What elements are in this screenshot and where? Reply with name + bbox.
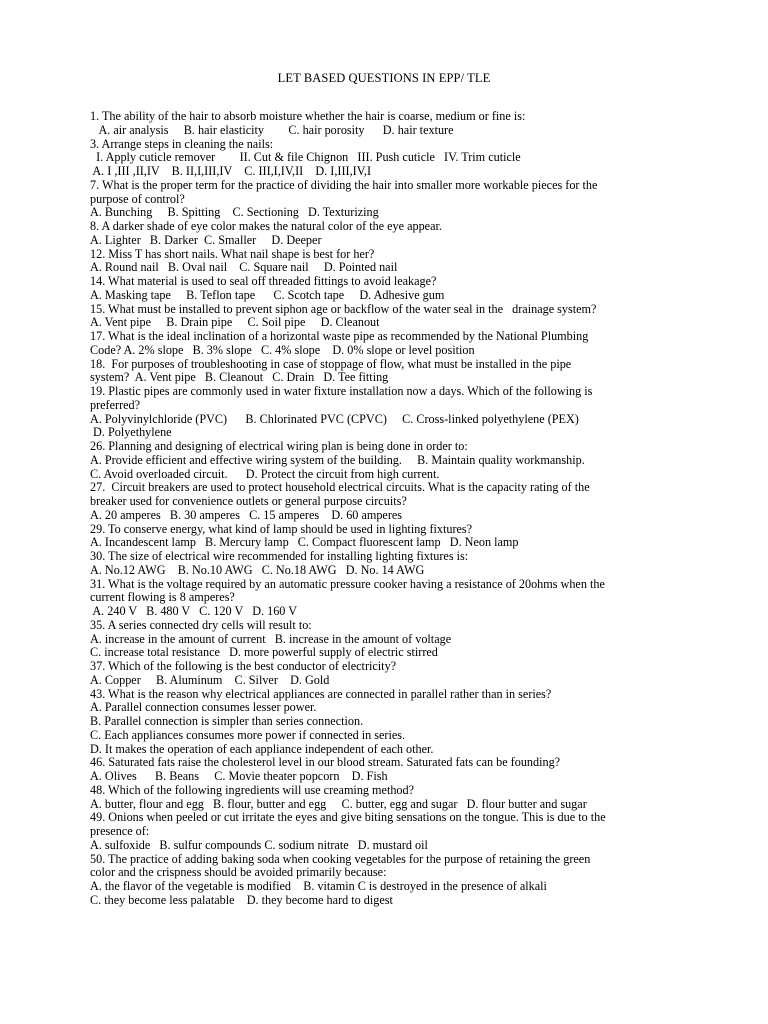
document-line: A. sulfoxide B. sulfur compounds C. sodium nitrate D. mustard oil (90, 837, 428, 852)
document-line: A. air analysis B. hair elasticity C. hair porosity D. hair texture (90, 122, 454, 137)
document-line: A. Olives B. Beans C. Movie theater popcorn D. Fish (90, 769, 388, 783)
document-line: 29. To conserve energy, what kind of lamp should be used in lighting fixtures? (90, 521, 473, 536)
document-line: C. they become less palatable D. they become hard to digest (90, 892, 393, 907)
document-line: color and the crispness should be avoided primarily because: (90, 865, 387, 880)
document-line: 43. What is the reason why electrical appliances are connected in parallel rather than in series? (90, 686, 552, 701)
document-line: A. Incandescent lamp B. Mercury lamp C. Compact fluorescent lamp D. Neon lamp (90, 535, 519, 550)
document-line: A. Polyvinylchloride (PVC) B. Chlorinated PVC (CPVC) C. Cross-linked polyethylene (PEX) (90, 411, 579, 426)
document-line: Code? A. 2% slope B. 3% slope C. 4% slope D. 0% slope or level position (90, 342, 475, 357)
document-line: A. Vent pipe B. Drain pipe C. Soil pipe D. Cleanout (90, 315, 380, 330)
document-line: 18. For purposes of troubleshooting in case of stoppage of flow, what must be installed in the pipe (90, 356, 572, 371)
document-line: 3. Arrange steps in cleaning the nails: (90, 136, 274, 151)
document-line: 50. The practice of adding baking soda when cooking vegetables for the purpose of retaining the green (90, 851, 591, 866)
document-line: 48. Which of the following ingredients will use creaming method? (90, 782, 415, 797)
document-line: A. I ,III ,II,IV B. II,I,III,IV C. III,I,IV,II D. I,III,IV,I (90, 164, 372, 178)
document-line: 19. Plastic pipes are commonly used in water fixture installation now a days. Which of the following is (90, 384, 593, 398)
document-line: C. Each appliances consumes more power if connected in series. (90, 727, 406, 742)
document-line: breaker used for convenience outlets or general purpose circuits? (90, 494, 407, 508)
document-line: A. Provide efficient and effective wiring system of the building. B. Maintain quality workmanship. (90, 452, 585, 467)
document-line: 37. Which of the following is the best conductor of electricity? (90, 659, 397, 673)
document-line: C. Avoid overloaded circuit. D. Protect the circuit from high current. (90, 466, 440, 481)
document-line: 15. What must be installed to prevent siphon age or backflow of the water seal in the drainage system? (90, 301, 597, 316)
document-line: 26. Planning and designing of electrical wiring plan is being done in order to: (90, 439, 468, 453)
document-line: 49. Onions when peeled or cut irritate the eyes and give biting sensations on the tongue. This is due to the (90, 810, 606, 825)
document-line: presence of: (90, 824, 150, 838)
document-line: A. 20 amperes B. 30 amperes C. 15 amperes D. 60 amperes (90, 507, 403, 522)
document-line: 12. Miss T has short nails. What nail shape is best for her? (90, 246, 375, 261)
document-line: A. increase in the amount of current B. increase in the amount of voltage (90, 631, 452, 646)
document-line: A. 240 V B. 480 V C. 120 V D. 160 V (90, 604, 298, 618)
document-line: 27. Circuit breakers are used to protect household electrical circuits. What is the capacity rating of the (90, 480, 590, 495)
document-line: 30. The size of electrical wire recommended for installing lighting fixtures is: (90, 549, 469, 563)
document-line: D. Polyethylene (90, 425, 172, 440)
document-line: 46. Saturated fats raise the cholesterol level in our blood stream. Saturated fats can be founding? (90, 755, 561, 770)
document-line: 31. What is the voltage required by an automatic pressure cooker having a resistance of 20ohms when the (90, 576, 605, 591)
document-line: A. Masking tape B. Teflon tape C. Scotch tape D. Adhesive gum (90, 287, 445, 302)
document-line: A. Lighter B. Darker C. Smaller D. Deeper (90, 232, 322, 247)
document-line: 14. What material is used to seal off threaded fittings to avoid leakage? (90, 274, 437, 288)
document-line: system? A. Vent pipe B. Cleanout C. Drain D. Tee fitting (90, 370, 389, 385)
document-line: 35. A series connected dry cells will result to: (90, 617, 312, 632)
document-line: A. the flavor of the vegetable is modified B. vitamin C is destroyed in the presence of alkali (90, 879, 547, 893)
document-line: preferred? (90, 397, 141, 412)
question-list (90, 110, 690, 908)
document-line: current flowing is 8 amperes? (90, 590, 235, 605)
document-line: 17. What is the ideal inclination of a horizontal waste pipe as recommended by the National Plumbing (90, 329, 589, 343)
document-title: LET BASED QUESTIONS IN EPP/ TLE (277, 71, 491, 85)
document-line: A. Round nail B. Oval nail C. Square nail D. Pointed nail (90, 260, 398, 275)
document-line: purpose of control? (90, 191, 185, 206)
document-line: I. Apply cuticle remover II. Cut & file Chignon III. Push cuticle IV. Trim cuticle (90, 150, 521, 165)
document-line: A. Copper B. Aluminum C. Silver D. Gold (90, 672, 330, 687)
document-line: A. No.12 AWG B. No.10 AWG C. No.18 AWG D. No. 14 AWG (90, 562, 425, 577)
document-line: D. It makes the operation of each appliance independent of each other. (90, 741, 434, 756)
document-line: 7. What is the proper term for the practice of dividing the hair into smaller more workable pieces for the (90, 177, 598, 192)
document-line: C. increase total resistance D. more powerful supply of electric stirred (90, 645, 438, 660)
document-line: A. butter, flour and egg B. flour, butter and egg C. butter, egg and sugar D. flour butter and sugar (90, 796, 587, 811)
document-line: A. Bunching B. Spitting C. Sectioning D. Texturizing (90, 205, 379, 220)
document-line: 8. A darker shade of eye color makes the natural color of the eye appear. (90, 219, 442, 233)
document-line: 1. The ability of the hair to absorb moisture whether the hair is coarse, medium or fine is: (90, 109, 526, 123)
document-line: A. Parallel connection consumes lesser power. (90, 700, 317, 715)
document-line: B. Parallel connection is simpler than series connection. (90, 714, 364, 728)
